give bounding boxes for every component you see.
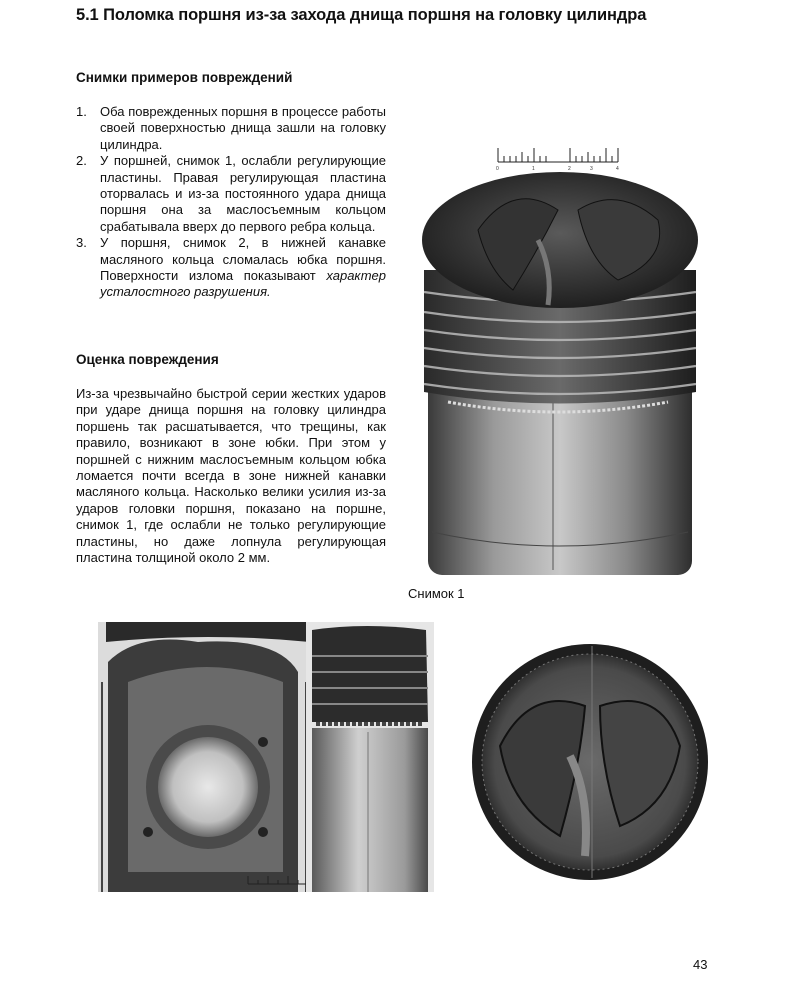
section-title: 5.1 Поломка поршня из-за захода днища поршня на головку цилиндра <box>76 6 647 24</box>
damage-list <box>76 104 386 301</box>
list-item-italic-text: характер усталостного разрушения. <box>100 268 386 300</box>
list-item-number: 3. <box>76 235 87 251</box>
photo-2-piston-side <box>306 622 434 892</box>
assessment-heading: Оценка повреждения <box>76 352 219 367</box>
assessment-paragraph: Из-за чрезвычайно быстрой серии жестких ударов при ударе днища поршня на головку цилиндра поршень так расшатывается, что трещины, как правило, возникают в зоне юбки. При этом у поршней с нижним маслосъемным кольцом юбка ломается почти всегда в зоне нижней канавки масляного кольца. Насколько велики усилия из-за ударов головки поршня, показано на поршне, снимок 1, где ослабли не только регулирующие пластины, но даже лопнула регулирующая пластина толщиной около 2 мм. <box>76 386 386 566</box>
list-item-text: У поршня, снимок 2, в нижней канавке масляного кольца сломалась юбка поршня. Поверхности излома показывают <box>100 235 386 284</box>
piston-side-graphic <box>306 622 434 892</box>
piston-photo-graphic <box>418 140 708 580</box>
ruler-digit: 4 <box>616 166 619 172</box>
list-item-text: Оба поврежденных поршня в процессе работы своей поверхностью днища зашли на головку цилиндра. <box>100 104 386 152</box>
ruler-digit: 1 <box>532 166 535 172</box>
photo-2-piston-crown <box>470 636 710 888</box>
examples-heading: Снимки примеров повреждений <box>76 70 293 85</box>
list-item <box>76 104 386 153</box>
ruler-digit: 3 <box>590 166 593 172</box>
piston-section-graphic <box>98 622 310 892</box>
photo-1-caption: Снимок 1 <box>408 586 465 601</box>
photo-1-piston <box>418 140 708 580</box>
list-item <box>76 153 386 235</box>
page-number: 43 <box>693 957 708 972</box>
list-item-number: 1. <box>76 104 87 119</box>
ruler-digit: 0 <box>496 166 499 172</box>
list-item-text: У поршней, снимок 1, ослабли регулирующие пластины. Правая регулирующая пластина оторвалась и из-за постоянного удара днища поршня она за маслосъемным кольцом срабатывала вверх до первого ребра кольца. <box>100 153 386 234</box>
piston-crown-graphic <box>470 636 710 888</box>
photo-2-piston-section <box>98 622 310 892</box>
list-item <box>76 235 386 301</box>
ruler <box>496 148 619 172</box>
list-item-number: 2. <box>76 153 87 169</box>
ruler-digit: 2 <box>568 166 571 172</box>
